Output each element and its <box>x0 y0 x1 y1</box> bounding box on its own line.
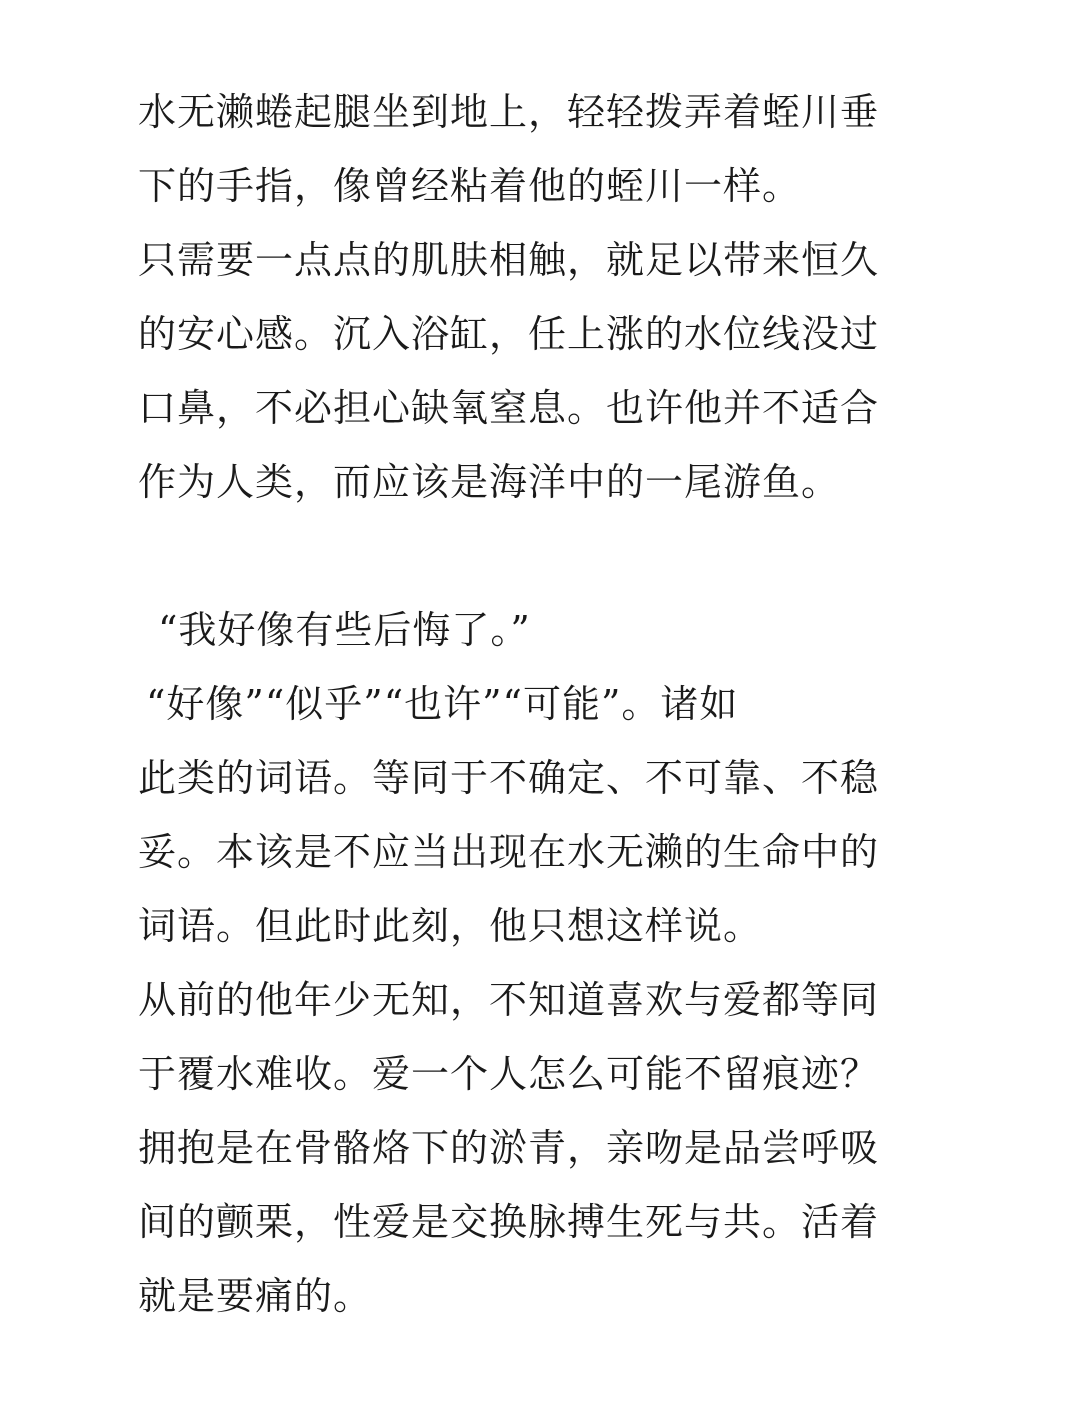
paragraph-spacer <box>138 519 928 593</box>
text-line: 此类的词语。等同于不确定、不可靠、不稳 <box>138 756 880 800</box>
text-line: 就是要痛的。 <box>138 1274 373 1318</box>
text-line: 拥抱是在骨骼烙下的淤青，亲吻是品尝呼吸 <box>138 1126 880 1170</box>
text-line: 间的颤栗，性爱是交换脉搏生死与共。活着 <box>138 1200 880 1244</box>
text-line: “好像”“似乎”“也许”“可能”。诸如 <box>146 682 739 726</box>
text-line: 从前的他年少无知，不知道喜欢与爱都等同 <box>138 978 880 1022</box>
paragraph-4 <box>138 667 928 963</box>
text-line: 下的手指，像曾经粘着他的蛭川一样。 <box>138 164 802 208</box>
text-line: 的安心感。沉入浴缸，任上涨的水位线没过 <box>138 312 880 356</box>
paragraph-5 <box>138 963 928 1333</box>
text-line: 妥。本该是不应当出现在水无濑的生命中的 <box>138 830 880 874</box>
text-line: 只需要一点点的肌肤相触，就足以带来恒久 <box>138 238 880 282</box>
text-body <box>138 75 928 1333</box>
paragraph-3 <box>138 593 928 667</box>
text-line: 口鼻，不必担心缺氧窒息。也许他并不适合 <box>138 386 880 430</box>
paragraph-1 <box>138 75 928 223</box>
text-line: “我好像有些后悔了。” <box>158 608 531 652</box>
paragraph-2 <box>138 223 928 519</box>
text-line: 于覆水难收。爱一个人怎么可能不留痕迹？ <box>138 1052 880 1096</box>
text-line: 作为人类，而应该是海洋中的一尾游鱼。 <box>138 460 841 504</box>
text-line: 词语。但此时此刻，他只想这样说。 <box>138 904 763 948</box>
text-line: 水无濑蜷起腿坐到地上，轻轻拨弄着蛭川垂 <box>138 90 880 134</box>
